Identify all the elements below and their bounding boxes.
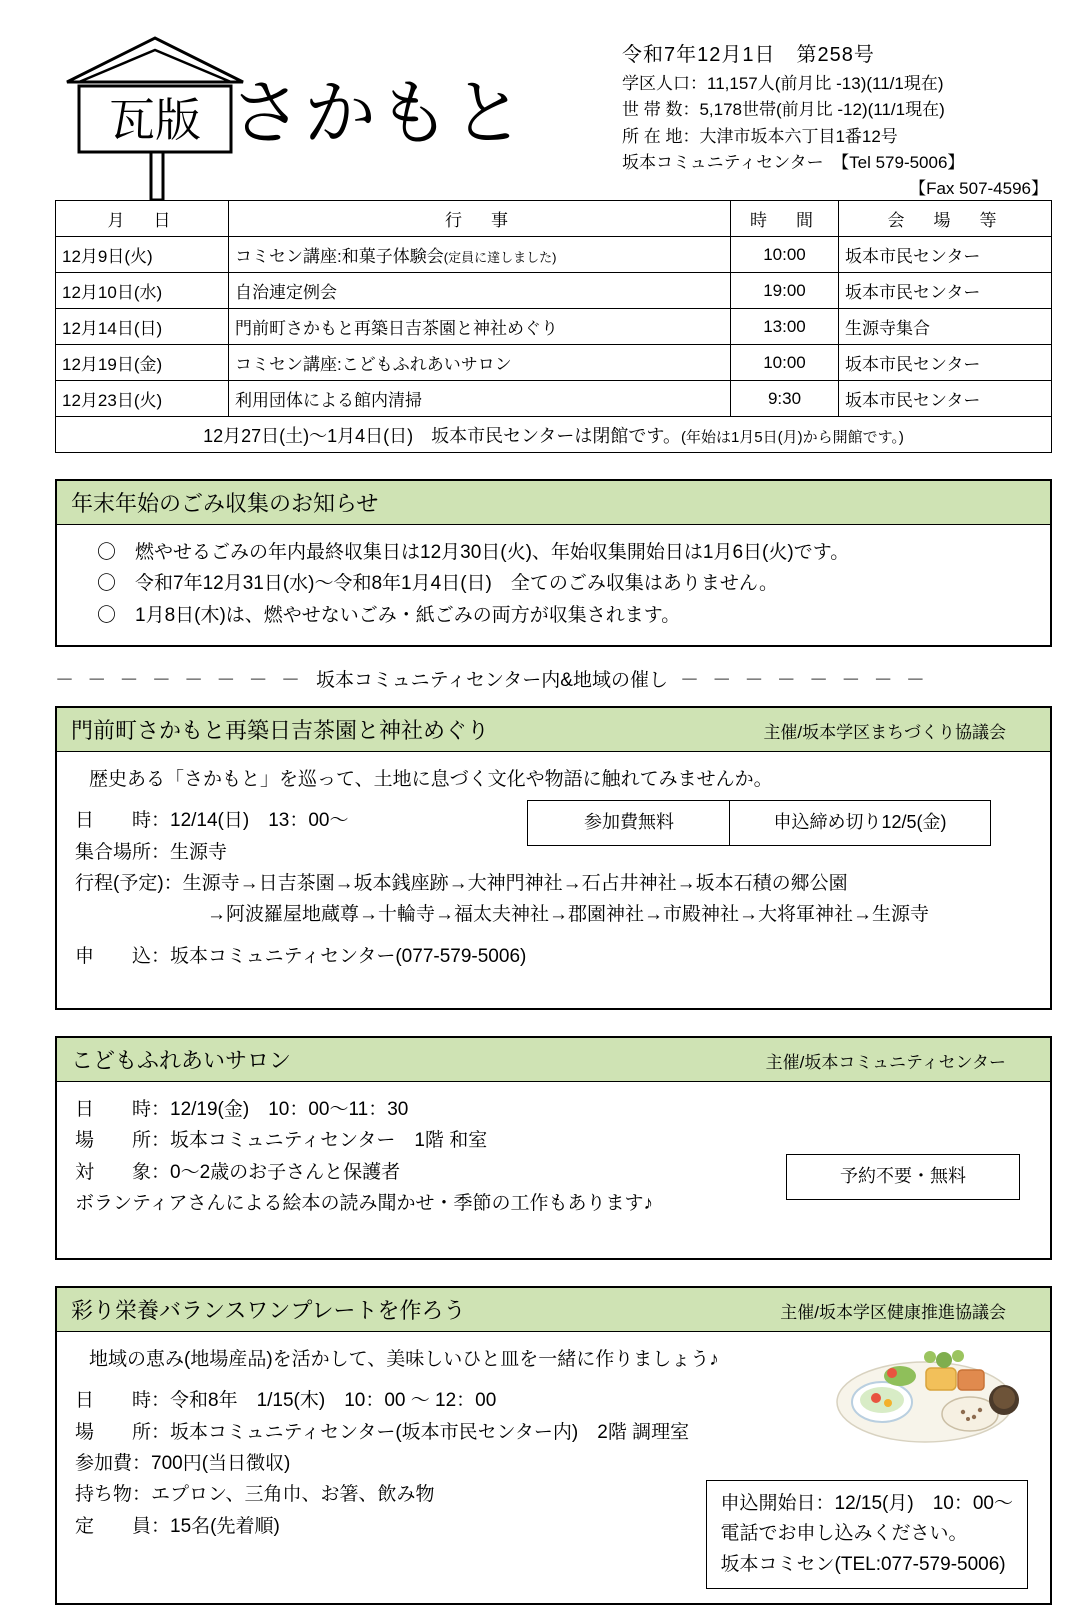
event-section-shrine-tour <box>55 706 1052 1010</box>
event3-place-value: 坂本コミュニティセンター(坂本市民センター内) 2階 調理室 <box>170 1421 690 1443</box>
issue-line: 令和7年12月1日 第258号 <box>622 44 875 66</box>
table-row <box>56 381 1052 417</box>
event3-capacity-value: 15名(先着順) <box>170 1515 280 1537</box>
event1-datetime-label: 日 時： <box>75 810 171 832</box>
food-plate-illustration <box>830 1340 1020 1450</box>
event-section-kids-salon <box>55 1036 1052 1260</box>
event2-place-row <box>75 1125 1032 1156</box>
cell-event: コミセン講座:こどもふれあいサロン <box>229 345 731 381</box>
header-time: 時 間 <box>731 201 839 237</box>
event3-lead: 地域の恵み(地場産品)を活かして、美味しいひと皿を一緒に作りましょう♪ <box>89 1349 719 1371</box>
schedule-section <box>55 200 1052 453</box>
divider-label: 坂本コミュニティセンター内&地域の催し <box>315 670 668 692</box>
event1-route-label: 行程(予定)： <box>75 873 183 895</box>
header-place: 会 場 等 <box>839 201 1052 237</box>
event1-route-row <box>75 868 1032 899</box>
event3-body <box>57 1332 1050 1603</box>
center-fax-line: 【Fax 507-4596】 <box>909 179 1048 199</box>
event3-bring-label: 持ち物： <box>75 1484 152 1506</box>
event3-title: 彩り栄養バランスワンプレートを作ろう <box>71 1298 466 1324</box>
event3-datetime-label: 日 時： <box>75 1390 171 1412</box>
event1-header <box>57 708 1050 752</box>
garbage-notice-body <box>57 525 1050 645</box>
event1-meet-label: 集合場所： <box>75 841 171 863</box>
event1-apply-value: 坂本コミュニティセンター(077-579-5006) <box>170 945 527 967</box>
event2-place-value: 坂本コミュニティセンター 1階 和室 <box>170 1130 488 1152</box>
closing-main: 12月27日(土)〜1月4日(日) 坂本市民センターは閉館です。 <box>203 425 681 446</box>
closing-notice-row <box>56 417 1052 453</box>
cell-time: 19:00 <box>731 273 839 309</box>
garbage-item: 〇 1月8日(木)は、燃やせないごみ・紙ごみの両方が収集されます。 <box>97 604 681 626</box>
cell-event: 門前町さかもと再築日吉茶園と神社めぐり <box>229 309 731 345</box>
cell-date: 12月19日(金) <box>56 345 229 381</box>
badge-no-reservation-free: 予約不要・無料 <box>786 1154 1020 1200</box>
cell-event: 自治連定例会 <box>229 273 731 309</box>
cell-time: 13:00 <box>731 309 839 345</box>
event1-lead: 歴史ある「さかもと」を巡って、土地に息づく文化や物語に触れてみませんか。 <box>89 769 773 791</box>
event3-apply-line3: 坂本コミセン(TEL:077-579-5006) <box>720 1553 1006 1575</box>
section-divider <box>55 665 1052 692</box>
issue-info <box>622 40 1052 203</box>
header-date: 月 日 <box>56 201 229 237</box>
event3-apply-line2: 電話でお申し込みください。 <box>720 1523 968 1545</box>
event2-title: こどもふれあいサロン <box>71 1048 292 1074</box>
event3-host: 主催/坂本学区健康推進協議会 <box>780 1303 1006 1323</box>
cell-place: 坂本市民センター <box>839 273 1052 309</box>
cell-date: 12月10日(水) <box>56 273 229 309</box>
event2-target-value: 0〜2歳のお子さんと保護者 <box>170 1161 401 1183</box>
event-note: (定員に達しました) <box>443 250 557 265</box>
event3-capacity-label: 定 員： <box>75 1515 171 1537</box>
event3-fee-label: 参加費： <box>75 1453 152 1475</box>
event2-datetime-label: 日 時： <box>75 1099 171 1121</box>
households-line: 世 帯 数：5,178世帯(前月比 -12)(11/1現在) <box>622 100 945 120</box>
table-header-row <box>56 201 1052 237</box>
garbage-item: 〇 令和7年12月31日(水)〜令和8年1月4日(日) 全てのごみ収集はありません。 <box>97 573 778 595</box>
divider-dashes-left: － － － － － － － － <box>55 670 304 692</box>
page-title: さかもと <box>230 71 527 155</box>
event3-fee-value: 700円(当日徴収) <box>151 1453 291 1475</box>
sign-text: 瓦版 <box>109 93 201 147</box>
cell-event <box>229 237 731 273</box>
event2-target-label: 対 象： <box>75 1161 171 1183</box>
badge-application-deadline: 申込締め切り12/5(金) <box>729 800 991 846</box>
event1-route-line2: →阿波羅屋地蔵尊→十輪寺→福太夫神社→郡園神社→市殿神社→大将軍神社→生源寺 <box>207 904 930 926</box>
event2-header <box>57 1038 1050 1082</box>
cell-time: 9:30 <box>731 381 839 417</box>
event-text: コミセン講座:和菓子体験会 <box>235 247 444 266</box>
event2-datetime-row <box>75 1094 1032 1125</box>
event1-apply-row <box>75 941 1032 972</box>
population-line: 学区人口：11,157人(前月比 -13)(11/1現在) <box>622 74 944 93</box>
cell-time: 10:00 <box>731 237 839 273</box>
cell-place: 生源寺集合 <box>839 309 1052 345</box>
header-event: 行 事 <box>229 201 731 237</box>
badge-free-participation: 参加費無料 <box>527 800 731 846</box>
cell-place: 坂本市民センター <box>839 237 1052 273</box>
event1-body <box>57 752 1050 1008</box>
divider-dashes-right: － － － － － － － － <box>679 670 929 692</box>
event3-bring-value: エプロン、三角巾、お箸、飲み物 <box>151 1484 435 1506</box>
event3-datetime-value: 令和8年 1/15(木) 10：00 〜 12：00 <box>170 1390 497 1412</box>
cell-date: 12月9日(火) <box>56 237 229 273</box>
event3-apply-line1: 申込開始日：12/15(月) 10：00〜 <box>720 1492 1013 1514</box>
garbage-notice-header <box>57 481 1050 525</box>
garbage-item: 〇 燃やせるごみの年内最終収集日は12月30日(火)、年始収集開始日は1月6日(火)です。 <box>97 542 850 563</box>
table-row <box>56 345 1052 381</box>
cell-date: 12月23日(火) <box>56 381 229 417</box>
cell-place: 坂本市民センター <box>839 381 1052 417</box>
event1-meet-value: 生源寺 <box>170 841 228 863</box>
schedule-table <box>55 200 1052 453</box>
garbage-notice-title: 年末年始のごみ収集のお知らせ <box>71 491 379 516</box>
event2-host: 主催/坂本コミュニティセンター <box>765 1053 1006 1073</box>
cell-place: 坂本市民センター <box>839 345 1052 381</box>
cell-date: 12月14日(日) <box>56 309 229 345</box>
event3-application-box <box>706 1480 1028 1589</box>
event3-place-label: 場 所： <box>75 1421 171 1443</box>
closing-sub: (年始は1月5日(月)から開館です。) <box>680 428 904 446</box>
table-row <box>56 309 1052 345</box>
garbage-notice-section <box>55 479 1052 647</box>
event2-note: ボランティアさんによる絵本の読み聞かせ・季節の工作もあります♪ <box>75 1193 653 1215</box>
table-row <box>56 273 1052 309</box>
event1-apply-label: 申 込： <box>75 945 171 967</box>
closing-notice <box>56 417 1052 453</box>
event1-datetime-value: 12/14(日) 13：00〜 <box>170 810 349 832</box>
event-section-one-plate-cooking <box>55 1286 1052 1605</box>
center-tel-line: 坂本コミュニティセンター 【Tel 579-5006】 <box>622 153 965 173</box>
address-line: 所 在 地：大津市坂本六丁目1番12号 <box>622 126 898 146</box>
masthead <box>0 0 1080 200</box>
event2-datetime-value: 12/19(金) 10：00〜11：30 <box>170 1099 409 1121</box>
table-row <box>56 237 1052 273</box>
event2-body <box>57 1082 1050 1258</box>
event2-place-label: 場 所： <box>75 1130 171 1152</box>
event1-route-line1: 生源寺→日吉茶園→坂本銭座跡→大神門神社→石占井神社→坂本石積の郷公園 <box>182 873 848 895</box>
event1-host: 主催/坂本学区まちづくり協議会 <box>763 723 1006 743</box>
event1-title: 門前町さかもと再築日吉茶園と神社めぐり <box>71 718 490 744</box>
event3-fee-row <box>75 1448 1032 1479</box>
event3-header <box>57 1288 1050 1332</box>
cell-time: 10:00 <box>731 345 839 381</box>
cell-event: 利用団体による館内清掃 <box>229 381 731 417</box>
